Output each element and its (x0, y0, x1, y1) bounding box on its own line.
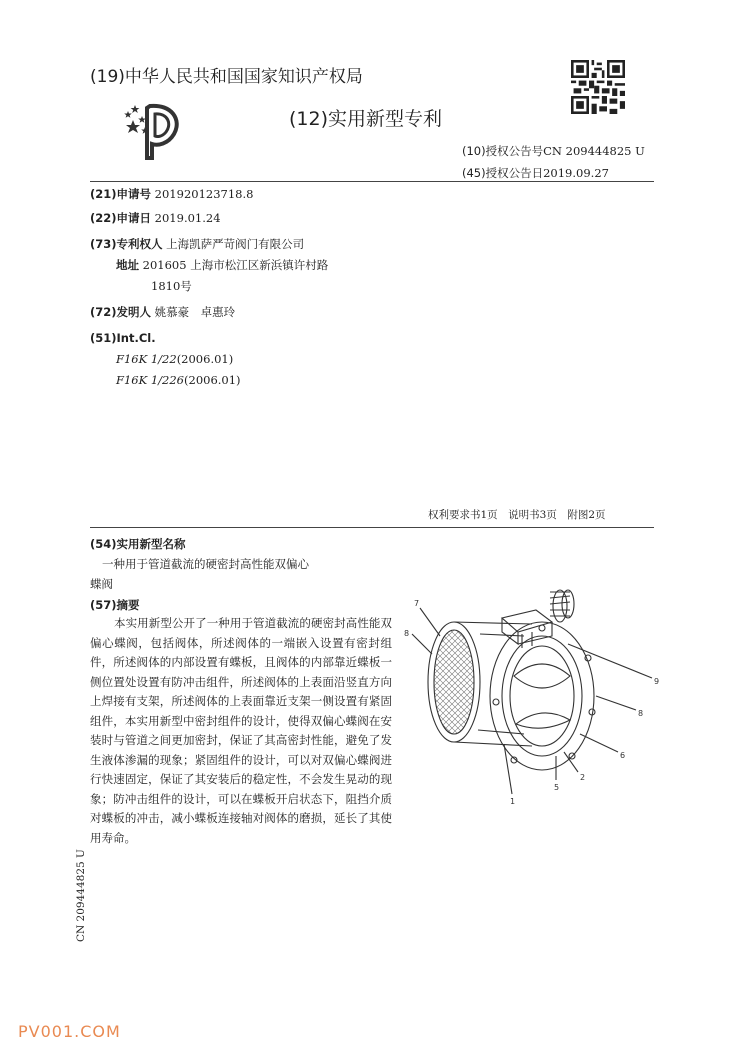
figure-label-8b: 8 (638, 709, 644, 718)
page-counts: 权利要求书1页 说明书3页 附图2页 (428, 509, 606, 521)
figure-label-8a: 8 (404, 629, 410, 638)
figure-label-5: 5 (554, 783, 560, 792)
int-cl-label: (51)Int.Cl. (90, 331, 156, 345)
pub-number-label: (10)授权公告号 (462, 144, 544, 158)
figure-label-6: 6 (620, 751, 626, 760)
title-section-label: (54)实用新型名称 (90, 537, 186, 551)
ipc-code-1: F16K 1/22 (116, 352, 177, 366)
patentee-label: (73)专利权人 (90, 237, 163, 251)
abstract-divider (90, 527, 654, 528)
side-document-code: CN 209444825 U (75, 849, 87, 942)
ipc-code-2: F16K 1/226 (116, 373, 185, 387)
app-date-label: (22)申请日 (90, 211, 152, 225)
abstract-section-label: (57)摘要 (90, 598, 140, 612)
address-label: 地址 (116, 258, 139, 272)
patent-office-emblem-icon (122, 100, 184, 162)
title-line-1: 一种用于管道截流的硬密封高性能双偏心 (102, 557, 309, 571)
figure-label-1: 1 (510, 797, 516, 806)
figure-label-9: 9 (654, 677, 660, 686)
inventor-label: (72)发明人 (90, 305, 152, 319)
address-line2: 1810号 (151, 279, 192, 293)
patentee: 上海凯萨严苛阀门有限公司 (166, 237, 305, 251)
address-line1: 201605 上海市松江区新浜镇许村路 (142, 258, 329, 272)
ipc-year-2: (2006.01) (184, 373, 241, 387)
bibliographic-data (90, 184, 328, 391)
utility-model-title (90, 555, 392, 594)
header-divider (90, 181, 654, 182)
pub-date: 2019.09.27 (543, 166, 609, 180)
app-number-label: (21)申请号 (90, 187, 152, 201)
title-line-2: 蝶阀 (90, 576, 113, 591)
inventor: 姚慕豪 卓惠玲 (154, 305, 236, 319)
pub-number: CN 209444825 U (543, 144, 645, 158)
qr-code-icon (571, 60, 625, 114)
valve-drawing (392, 584, 670, 816)
app-number: 201920123718.8 (154, 187, 254, 201)
office-name: (19)中华人民共和国国家知识产权局 (90, 67, 363, 87)
abstract-text: 本实用新型公开了一种用于管道截流的硬密封高性能双偏心蝶阀，包括阀体，所述阀体的一端嵌入设置有密封组件，所述阀体的内部设置有蝶板，且阀体的内部靠近蝶板一侧位置处设置有防冲击组件，所述阀体的上表面沿竖直方向上焊接有支架，所述阀体的上表面靠近支架一侧设置有紧固组件，本实用新型中密封组件的设计，使得双偏心蝶阀在安装时与管道之间更加密封，保证了其高密封性能，避免了发生液体渗漏的现象；紧固组件的设计，可以对双偏心蝶阀进行快速固定，保证了其安装后的稳定性，不会发生晃动的现象；防冲击组件的设计，可以在蝶板开启状态下，阻挡介质对蝶板的冲击，减小蝶板连接轴对阀体的磨损，延长了其使用寿命。 (90, 616, 392, 845)
app-date: 2019.01.24 (154, 211, 221, 225)
figure-label-7: 7 (414, 599, 420, 608)
figure-label-2: 2 (580, 773, 586, 782)
publication-info (462, 140, 645, 184)
document-type-title: (12)实用新型专利 (289, 108, 443, 130)
ipc-year-1: (2006.01) (176, 352, 234, 366)
pub-date-label: (45)授权公告日 (462, 166, 544, 180)
watermark-text: PV001.COM (18, 1022, 121, 1041)
